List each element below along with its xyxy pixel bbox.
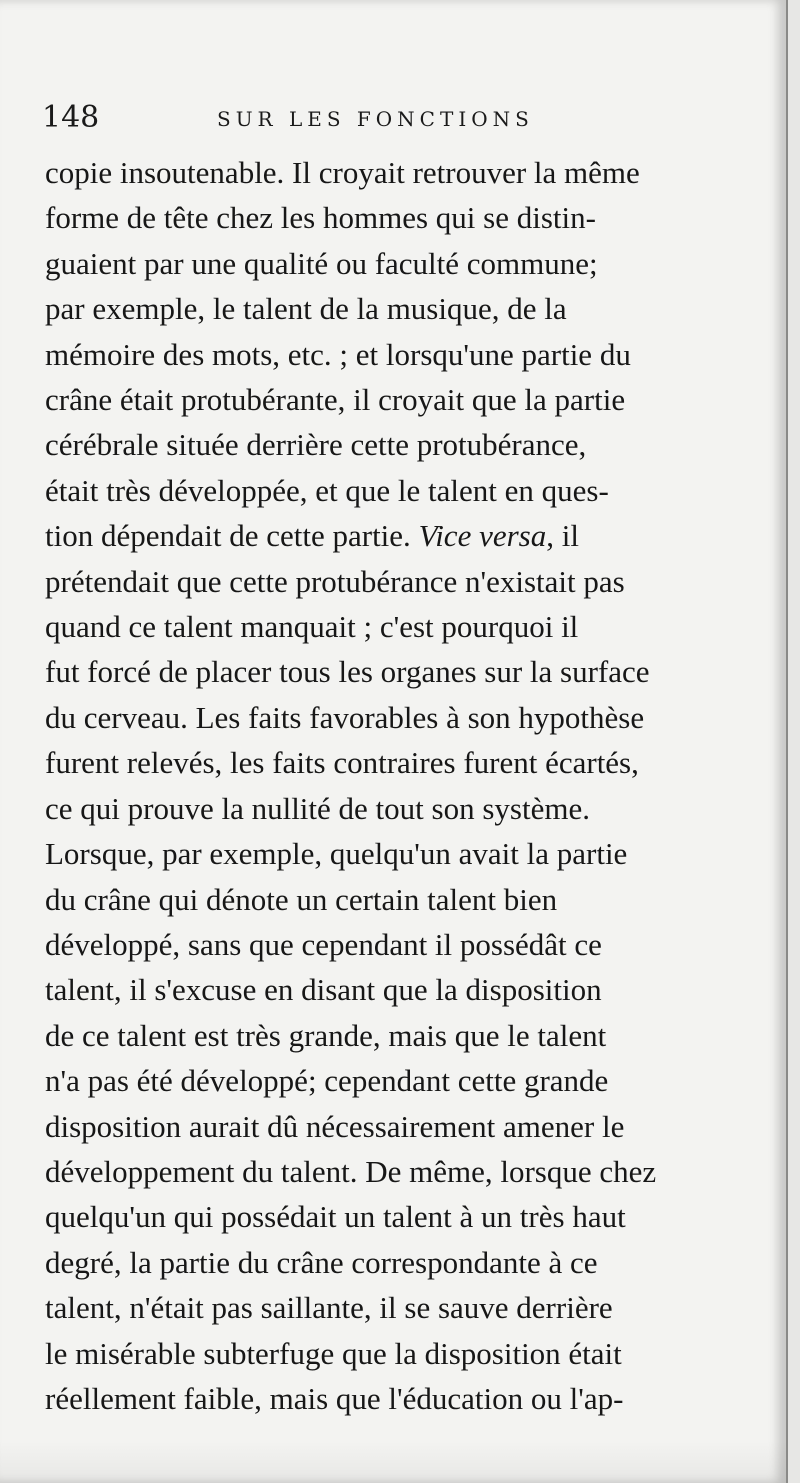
text-line-21: n'a pas été développé; cependant cette grande: [45, 1063, 609, 1099]
text-line-9-end: , il: [546, 518, 579, 554]
text-line-7: cérébrale située derrière cette protubérance,: [45, 427, 587, 463]
italic-phrase: Vice versa: [418, 518, 547, 554]
text-line-11: quand ce talent manquait ; c'est pourquoi il: [45, 609, 579, 645]
text-line-26: talent, n'était pas saillante, il se sauve derrière: [45, 1290, 613, 1326]
text-line-8: était très développée, et que le talent en ques-: [45, 472, 609, 508]
text-line-3: guaient par une qualité ou faculté commune;: [45, 245, 598, 281]
text-line-22: disposition aurait dû nécessairement amener le: [45, 1108, 625, 1144]
text-line-15: ce qui prouve la nullité de tout son système.: [45, 790, 590, 826]
text-line-9-start: tion dépendait de cette partie.: [45, 518, 419, 554]
page-number: 148: [42, 100, 100, 135]
text-line-14: furent relevés, les faits contraires furent écartés,: [45, 745, 639, 781]
text-line-6: crâne était protubérante, il croyait que la partie: [45, 382, 626, 418]
page-header: [42, 98, 742, 142]
text-line-2: forme de tête chez les hommes qui se distin-: [45, 200, 596, 236]
text-line-19: talent, il s'excuse en disant que la disposition: [45, 972, 602, 1008]
book-page-edge: [786, 0, 800, 1483]
text-line-18: développé, sans que cependant il possédât ce: [45, 926, 602, 962]
text-line-16: Lorsque, par exemple, quelqu'un avait la partie: [45, 836, 628, 872]
text-line-5: mémoire des mots, etc. ; et lorsqu'une partie du: [45, 336, 631, 372]
text-line-4: par exemple, le talent de la musique, de la: [45, 291, 567, 327]
text-line-25: degré, la partie du crâne correspondante à ce: [45, 1244, 598, 1280]
body-text: [45, 150, 765, 1421]
running-title: SUR LES FONCTIONS: [217, 107, 534, 131]
text-line-20: de ce talent est très grande, mais que le talent: [45, 1017, 607, 1053]
text-line-24: quelqu'un qui possédait un talent à un très haut: [45, 1199, 626, 1235]
text-line-27: le misérable subterfuge que la disposition était: [45, 1335, 622, 1371]
text-line-12: fut forcé de placer tous les organes sur la surface: [45, 654, 650, 690]
text-line-13: du cerveau. Les faits favorables à son hypothèse: [45, 699, 645, 735]
page-bottom-shadow: [0, 1441, 786, 1483]
text-line-10: prétendait que cette protubérance n'existait pas: [45, 563, 625, 599]
text-line-17: du crâne qui dénote un certain talent bien: [45, 881, 558, 917]
text-line-9: [45, 513, 765, 558]
text-line-23: développement du talent. De même, lorsque chez: [45, 1153, 657, 1189]
text-line-1: copie insoutenable. Il croyait retrouver la même: [45, 155, 640, 190]
text-line-28: réellement faible, mais que l'éducation ou l'ap-: [45, 1380, 624, 1416]
